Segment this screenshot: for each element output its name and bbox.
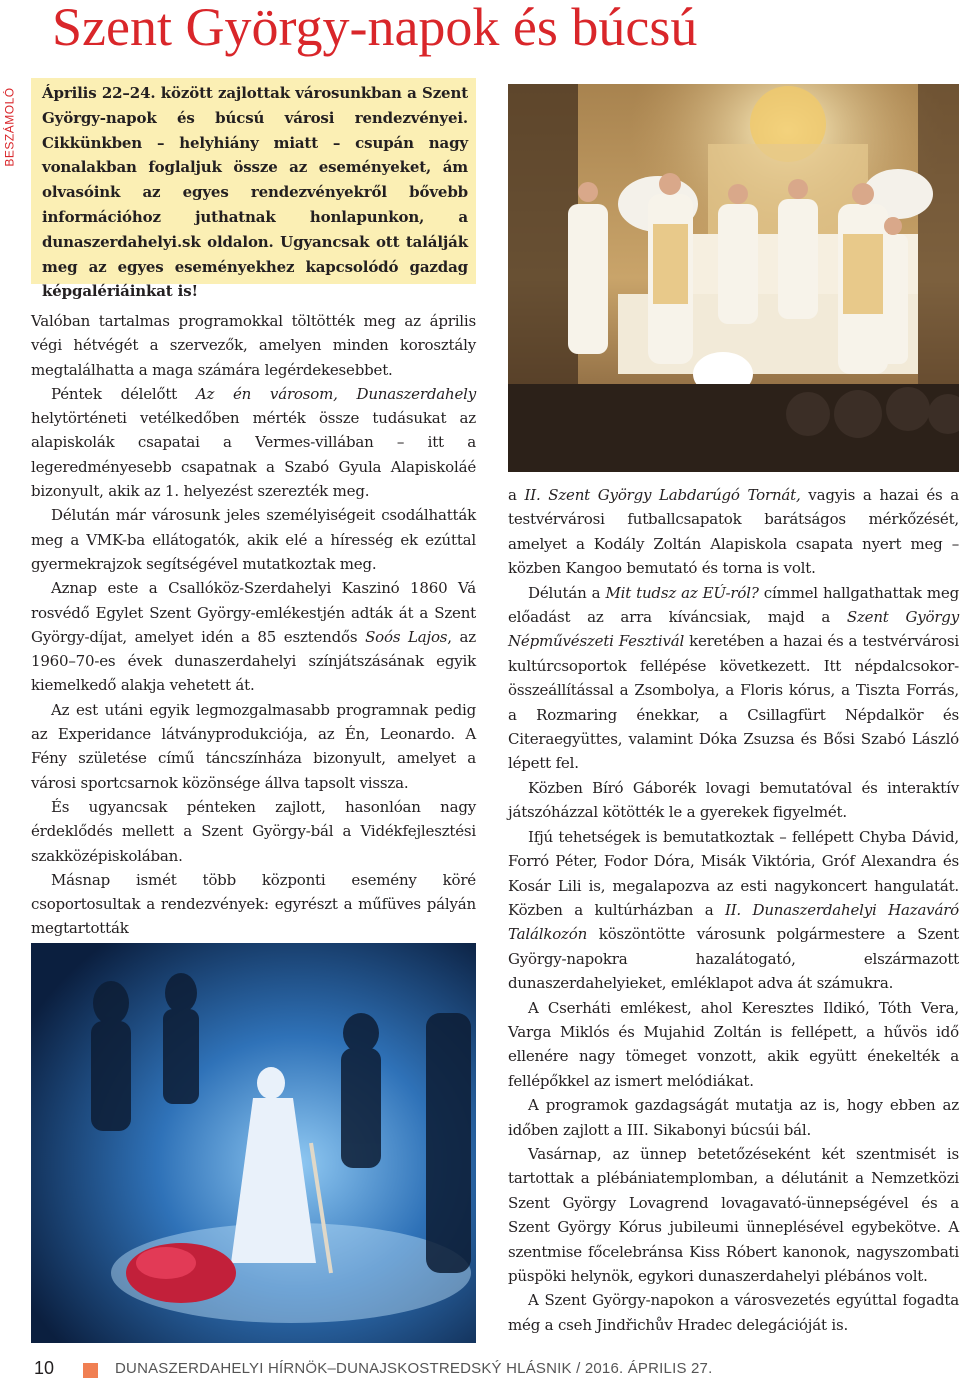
paragraph: A Cserháti emlékest, ahol Keresztes Ildikó, Tóth Vera, Varga Miklós és Mujahid Zoltán is fellépett, a hűvös idő ellenére nagy tömeget vonzott, akik együtt énekelték a fellépőkkel az ismert melódiákat. (508, 998, 959, 1090)
section-label-text: BESZÁMOLÓ (3, 87, 17, 167)
paragraph: Délután a Mit tudsz az EÚ-ról? címmel hallgathattak meg előadást az arra kíváncsiak, majd a Szent György Népművészeti Fesztivál keretében a hazai és a testvérvárosi kultúrcsoportok fellépése következett. Itt népdalcsokor-összeállítással a Zsombolya, a Floris kórus, a Tiszta Forrás, a Rozmaring énekkar, a Csillagfürt Népdalkör és Citeraegyüttes, valamint Dóka Zsuzsa és Bősi Szabó László lépett fel. (508, 583, 959, 773)
paragraph: Ifjú tehetségek is bemutatkoztak – fellépett Chyba Dávid, Forró Péter, Fodor Dóra, Misák Viktória, Gróf Alexandra és Kosár Lili is, megalapozva az esti nagykoncert hangulatát. Közben a kultúrházban a II. Dunaszerdahelyi Hazaváró Találkozón köszöntötte városunk polgármestere a Szent György-napokra hazalátogató, elszármazott dunaszerdahelyieket, emléklapot adva át számukra. (508, 827, 960, 993)
paragraph: És ugyancsak pénteken zajlott, hasonlóan nagy érdeklődés mellett a Szent György-bál a Vidékfejlesztési szakközépiskolában. (31, 797, 476, 865)
paragraph: Közben Bíró Gáborék lovagi bemutatóval és interaktív játszóházzal kötötték le a gyerekek figyelmét. (508, 778, 959, 822)
paragraph: Délután már városunk jeles személyiségeit csodálhatták meg a VMK-ba ellátogatók, akik elé a híresség ek ezúttal gyermekrajzok segítségével mutatkoztak meg. (31, 506, 476, 573)
paragraph: Az est utáni egyik legmozgalmasabb programnak pedig az Experidance látványprodukciója, az Én, Leonardo. A Fény születése című táncszínháza bizonyult, amelyet a városi sportcsarnok közönsége állva tapsolt vissza. (31, 700, 476, 792)
paragraph: Vasárnap, az ünnep betetőzéseként két szentmisét is tartottak a plébániatemplomban, a délutánit a Nemzetközi Szent György Lovagrend lovagavató-ünnepségével és a Szent György Kórus jubileumi ünneplésével egybekötve. A szentmise főcelebránsa Kiss Róbert kanonok, nagyszombati püspöki helynök, egykori dunaszerdahelyi plébános volt. (508, 1144, 959, 1285)
paragraph: a II. Szent György Labdarúgó Tornát, vagyis a hazai és a testvérvárosi futballcsapatok barátságos mérkőzését, amelyet a Kodály Zoltán Alapiskola csapata nyert meg – közben Kangoo bemutató és torna is volt. (508, 486, 960, 578)
paragraph: Valóban tartalmas programokkal töltötték meg az április végi hétvégét a szervezők, amelyen minden korosztály megtalálhatta a maga számára legérdekesebbet. (31, 312, 476, 379)
lead-box (31, 78, 476, 301)
section-label (0, 72, 20, 182)
paragraph: Aznap este a Csallóköz-Szerdahelyi Kaszinó 1860 Vá rosvédő Egylet Szent György-emlékestjén adták át a Szent György-díjat, amelyet idén a 85 esztendős Soós Lajos, az 1960–70-es évek dunaszerdahelyi színjátszásának egyik kiemelkedő alakja vehetett át. (31, 579, 476, 695)
paragraph: A programok gazdagságát mutatja az is, hogy ebben az időben zajlott a III. Sikabonyi búcsúi bál. (508, 1096, 959, 1139)
paragraph: A Szent György-napokon a városvezetés egyúttal fogadta még a cseh Jindřichův Hradec delegációját is. (508, 1291, 959, 1334)
publication-info: DUNASZERDAHELYI HÍRNÖK–DUNAJSKOSTREDSKÝ HLÁSNIK / 2016. ÁPRILIS 27. (115, 1360, 713, 1377)
left-column (31, 309, 476, 941)
page-footer (0, 1355, 960, 1383)
article-title: Szent György-napok és búcsú (52, 0, 698, 57)
paragraph: Péntek délelőtt Az én városom, Dunaszerdahely helytörténeti vetélkedőben mérték össze tudásukat az alapiskolák csapatai a Vermes-villában – itt a legeredményesebb csapatnak a Szabó Gyula Alapiskoláé bizonyult, akik az 1. helyezést szerezték meg. (31, 384, 476, 501)
church-mass-photo (508, 84, 959, 472)
dance-performance-photo (31, 943, 476, 1343)
page-number: 10 (34, 1358, 55, 1378)
footer-square-icon (83, 1363, 98, 1378)
lead-text: Április 22–24. között zajlottak városunkban a Szent György-napok és búcsú városi rendezvényei. Cikkünkben – helyhiány miatt – csupán nagy vonalakban foglaljuk össze az eseményeket, ám olvasóink az egyes rendezvényekről bővebb információhoz juthatnak honlapunkon, a dunaszerdahelyi.sk oldalon. Ugyancsak ott találják meg az egyes eseményekhez kapcsolódó gazdag képgalériáinkat is! (42, 84, 468, 301)
right-column (508, 483, 959, 1337)
paragraph: Másnap ismét több központi esemény köré csoportosultak a rendezvények: egyrészt a műfüves pályán megtartották (31, 870, 476, 938)
